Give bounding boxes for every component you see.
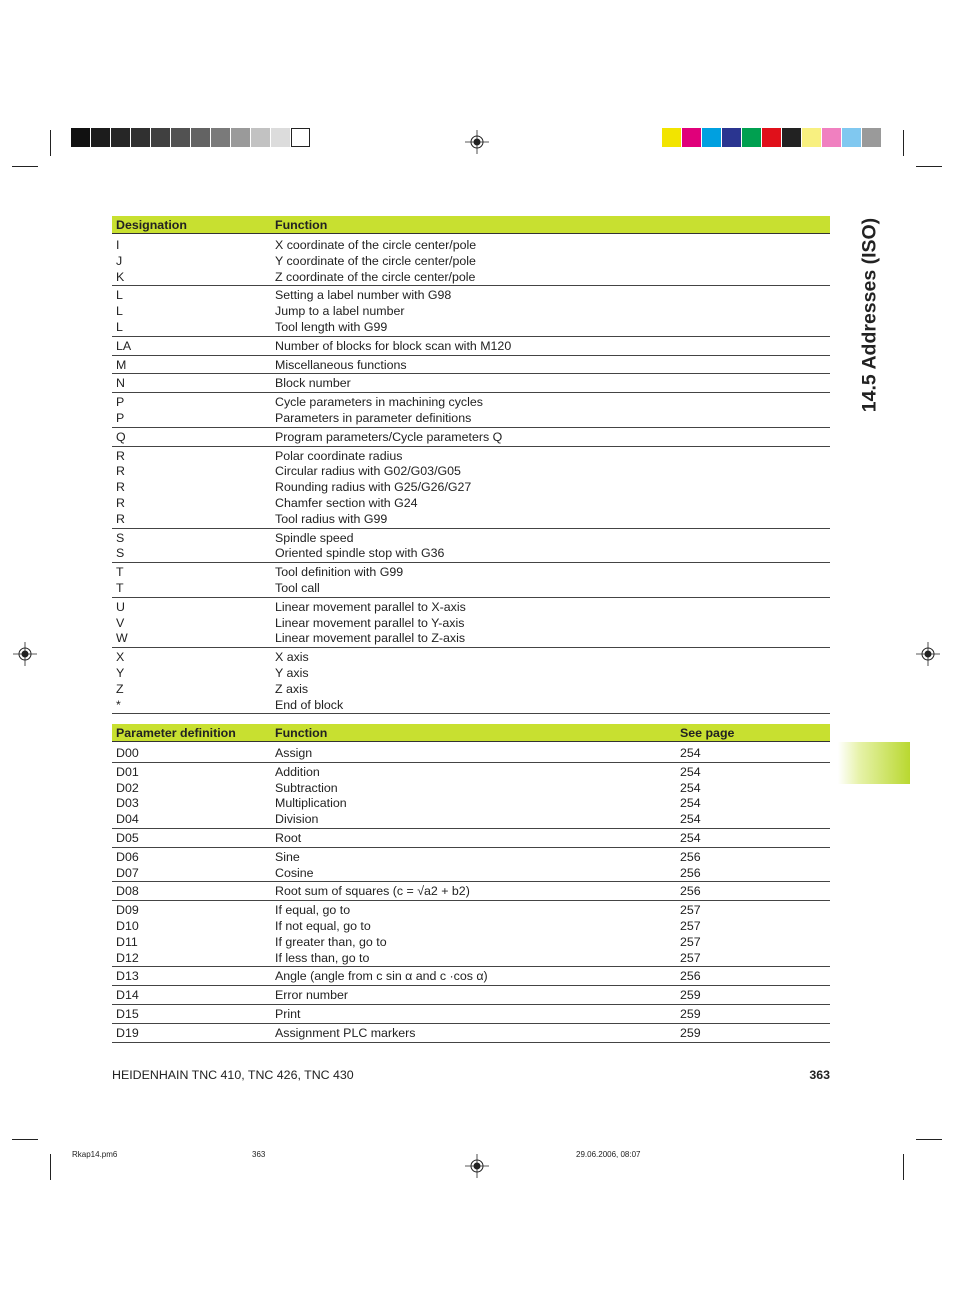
table-cell: L bbox=[116, 304, 123, 319]
slug-datetime: 29.06.2006, 08:07 bbox=[576, 1150, 641, 1159]
table-cell: Oriented spindle stop with G36 bbox=[271, 546, 830, 562]
color-swatch bbox=[782, 128, 801, 147]
table-row bbox=[112, 762, 830, 780]
table-cell: D07 bbox=[112, 866, 271, 882]
table-header-row bbox=[112, 216, 830, 234]
table-cell: Tool length with G99 bbox=[271, 320, 830, 336]
table-cell: L bbox=[112, 320, 271, 336]
color-swatch bbox=[291, 128, 310, 147]
page-number: 363 bbox=[809, 1068, 830, 1082]
table-row bbox=[112, 320, 830, 336]
table-cell: Y bbox=[116, 665, 125, 680]
table-row bbox=[112, 951, 830, 967]
crop-mark bbox=[12, 1139, 38, 1140]
table-row bbox=[112, 812, 830, 828]
table-row bbox=[112, 496, 830, 512]
crop-mark bbox=[916, 1139, 942, 1140]
crop-mark bbox=[903, 130, 904, 156]
table-cell: J bbox=[116, 253, 123, 268]
table-cell: D03 bbox=[116, 796, 139, 811]
table-row bbox=[112, 546, 830, 562]
table-cell: 254 bbox=[676, 812, 830, 828]
color-swatch bbox=[662, 128, 681, 147]
section-title bbox=[852, 210, 888, 420]
table-cell: D01 bbox=[116, 764, 139, 779]
table-row bbox=[112, 480, 830, 496]
table-row bbox=[112, 581, 830, 597]
table-cell: R bbox=[116, 480, 125, 495]
table-cell: D02 bbox=[116, 780, 139, 795]
table-cell: Root sum of squares (c = √a2 + b2) bbox=[271, 882, 676, 901]
table-cell: R bbox=[112, 512, 271, 528]
table-cell: Linear movement parallel to Y-axis bbox=[275, 615, 465, 630]
column-header-see-page: See page bbox=[676, 724, 830, 742]
table-cell: 257 bbox=[680, 934, 701, 949]
table-row bbox=[112, 935, 830, 951]
table-cell: If not equal, go to bbox=[275, 918, 371, 933]
table-cell: U bbox=[116, 599, 125, 614]
table-cell: D00 bbox=[112, 746, 271, 762]
table-cell: 254 bbox=[680, 764, 701, 779]
table-cell: Z bbox=[116, 681, 124, 696]
table-row bbox=[112, 796, 830, 812]
table-row bbox=[112, 781, 830, 797]
column-header-function: Function bbox=[271, 216, 830, 234]
table-row bbox=[112, 828, 830, 847]
table-cell: D09 bbox=[116, 903, 139, 918]
table-row bbox=[112, 336, 830, 355]
table-cell: 254 bbox=[680, 780, 701, 795]
table-cell: D08 bbox=[112, 882, 271, 901]
table-row bbox=[112, 698, 830, 714]
crop-mark bbox=[50, 1154, 51, 1180]
table-cell: End of block bbox=[271, 698, 830, 714]
table-header-row bbox=[112, 724, 830, 742]
table-cell: If less than, go to bbox=[271, 951, 676, 967]
registration-mark-icon bbox=[13, 642, 37, 666]
registration-mark-icon bbox=[465, 130, 489, 154]
table-cell: 259 bbox=[676, 1004, 830, 1023]
table-row bbox=[112, 254, 830, 270]
table-cell: Sine bbox=[275, 849, 300, 864]
color-swatch bbox=[722, 128, 741, 147]
table-row bbox=[112, 427, 830, 446]
color-swatch bbox=[191, 128, 210, 147]
table-cell: 257 bbox=[680, 903, 701, 918]
table-cell: Block number bbox=[271, 374, 830, 393]
table-cell: S bbox=[116, 530, 125, 545]
table-row bbox=[112, 238, 830, 254]
color-swatch bbox=[171, 128, 190, 147]
table-row bbox=[112, 631, 830, 647]
crop-mark bbox=[903, 1154, 904, 1180]
crop-mark bbox=[916, 166, 942, 167]
table-row bbox=[112, 986, 830, 1005]
table-cell: D10 bbox=[116, 918, 139, 933]
table-cell: Spindle speed bbox=[275, 530, 354, 545]
table-cell: Subtraction bbox=[275, 780, 338, 795]
table-cell: P bbox=[112, 411, 271, 427]
table-cell: If greater than, go to bbox=[275, 934, 387, 949]
table-cell: 256 bbox=[676, 967, 830, 986]
table-cell: 256 bbox=[676, 866, 830, 882]
table-cell: * bbox=[112, 698, 271, 714]
section-title-text: 14.5 Addresses (ISO) bbox=[858, 217, 881, 413]
table-cell: LA bbox=[112, 336, 271, 355]
table-cell: Number of blocks for block scan with M120 bbox=[271, 336, 830, 355]
table-cell: Q bbox=[112, 427, 271, 446]
table-cell: Addition bbox=[275, 764, 320, 779]
table-cell: Linear movement parallel to Z-axis bbox=[271, 631, 830, 647]
table-cell: Z coordinate of the circle center/pole bbox=[271, 270, 830, 286]
table-row bbox=[112, 528, 830, 546]
table-cell: M bbox=[112, 355, 271, 374]
column-header-function: Function bbox=[271, 724, 676, 742]
color-swatch bbox=[822, 128, 841, 147]
table-cell: D04 bbox=[112, 812, 271, 828]
parameter-definition-table bbox=[112, 724, 830, 1043]
slug-file: Rkap14.pm6 bbox=[72, 1150, 118, 1159]
table-cell: P bbox=[116, 395, 125, 410]
registration-mark-icon bbox=[916, 642, 940, 666]
table-row bbox=[112, 374, 830, 393]
footer-product: HEIDENHAIN TNC 410, TNC 426, TNC 430 bbox=[112, 1068, 354, 1082]
crop-mark bbox=[50, 130, 51, 156]
table-cell: 257 bbox=[676, 951, 830, 967]
column-header-designation: Designation bbox=[112, 216, 271, 234]
color-swatch bbox=[702, 128, 721, 147]
table-cell: 259 bbox=[676, 1023, 830, 1042]
table-cell: X bbox=[116, 650, 125, 665]
table-cell: Rounding radius with G25/G26/G27 bbox=[275, 480, 472, 495]
table-cell: D14 bbox=[112, 986, 271, 1005]
color-swatch bbox=[251, 128, 270, 147]
table-cell: I bbox=[116, 238, 120, 252]
table-cell: S bbox=[112, 546, 271, 562]
table-cell: Root bbox=[271, 828, 676, 847]
table-cell: Tool call bbox=[271, 581, 830, 597]
color-swatch bbox=[862, 128, 881, 147]
table-cell: X axis bbox=[275, 650, 309, 665]
table-cell: Multiplication bbox=[275, 796, 347, 811]
table-row bbox=[112, 512, 830, 528]
table-row bbox=[112, 446, 830, 464]
table-cell: Jump to a label number bbox=[275, 304, 405, 319]
table-row bbox=[112, 616, 830, 632]
table-cell: T bbox=[116, 565, 124, 580]
column-header-parameter-definition: Parameter definition bbox=[112, 724, 271, 742]
table-cell: Linear movement parallel to X-axis bbox=[275, 599, 466, 614]
table-cell: R bbox=[116, 495, 125, 510]
table-row bbox=[112, 355, 830, 374]
table-cell: Y coordinate of the circle center/pole bbox=[275, 253, 476, 268]
table-row bbox=[112, 847, 830, 865]
table-row bbox=[112, 901, 830, 919]
table-cell: V bbox=[116, 615, 125, 630]
table-cell: D15 bbox=[112, 1004, 271, 1023]
table-cell: Cycle parameters in machining cycles bbox=[275, 395, 483, 410]
table-cell: 256 bbox=[680, 849, 701, 864]
table-cell: D12 bbox=[112, 951, 271, 967]
registration-mark-icon bbox=[465, 1154, 489, 1178]
table-cell: 254 bbox=[676, 828, 830, 847]
table-row bbox=[112, 304, 830, 320]
table-cell: Tool definition with G99 bbox=[275, 565, 404, 580]
table-cell: Polar coordinate radius bbox=[275, 448, 403, 463]
table-row bbox=[112, 919, 830, 935]
table-row bbox=[112, 882, 830, 901]
table-cell: T bbox=[112, 581, 271, 597]
table-cell: Program parameters/Cycle parameters Q bbox=[271, 427, 830, 446]
table-cell: D06 bbox=[116, 849, 139, 864]
table-row bbox=[112, 1004, 830, 1023]
color-swatch bbox=[802, 128, 821, 147]
table-row bbox=[112, 597, 830, 615]
table-row bbox=[112, 682, 830, 698]
table-cell: Circular radius with G02/G03/G05 bbox=[275, 464, 461, 479]
table-cell: K bbox=[112, 270, 271, 286]
addresses-table bbox=[112, 216, 830, 714]
table-cell: Assignment PLC markers bbox=[271, 1023, 676, 1042]
table-cell: Division bbox=[271, 812, 676, 828]
table-cell: R bbox=[116, 464, 125, 479]
color-swatch bbox=[71, 128, 90, 147]
table-row bbox=[112, 746, 830, 762]
color-swatch bbox=[842, 128, 861, 147]
table-cell: Miscellaneous functions bbox=[271, 355, 830, 374]
color-swatch bbox=[742, 128, 761, 147]
table-row bbox=[112, 866, 830, 882]
color-swatch bbox=[271, 128, 290, 147]
table-row bbox=[112, 270, 830, 286]
table-cell: Y axis bbox=[275, 665, 309, 680]
table-cell: Error number bbox=[271, 986, 676, 1005]
table-cell: X coordinate of the circle center/pole bbox=[275, 238, 477, 252]
table-cell: W bbox=[112, 631, 271, 647]
crop-mark bbox=[12, 166, 38, 167]
table-cell: Assign bbox=[271, 746, 676, 762]
slug-page: 363 bbox=[252, 1150, 266, 1159]
table-cell: L bbox=[116, 288, 123, 303]
table-cell: 259 bbox=[676, 986, 830, 1005]
table-row bbox=[112, 464, 830, 480]
table-cell: Parameters in parameter definitions bbox=[271, 411, 830, 427]
color-swatch bbox=[151, 128, 170, 147]
table-row bbox=[112, 411, 830, 427]
color-swatch bbox=[231, 128, 250, 147]
table-cell: Chamfer section with G24 bbox=[275, 495, 418, 510]
color-swatch bbox=[211, 128, 230, 147]
color-swatch bbox=[682, 128, 701, 147]
table-cell: 257 bbox=[680, 918, 701, 933]
table-row bbox=[112, 666, 830, 682]
table-cell: R bbox=[116, 448, 125, 463]
table-cell: 254 bbox=[680, 796, 701, 811]
table-cell: 254 bbox=[676, 746, 830, 762]
table-row bbox=[112, 286, 830, 304]
chapter-tab bbox=[838, 742, 910, 784]
table-cell: D19 bbox=[112, 1023, 271, 1042]
table-cell: Cosine bbox=[271, 866, 676, 882]
table-row bbox=[112, 967, 830, 986]
table-cell: D05 bbox=[112, 828, 271, 847]
table-cell: N bbox=[112, 374, 271, 393]
table-row bbox=[112, 648, 830, 666]
table-cell: 256 bbox=[676, 882, 830, 901]
table-cell: Print bbox=[271, 1004, 676, 1023]
table-cell: D13 bbox=[112, 967, 271, 986]
table-cell: Z axis bbox=[275, 681, 309, 696]
table-cell: Angle (angle from c sin α and c ·cos α) bbox=[271, 967, 676, 986]
table-row bbox=[112, 1023, 830, 1042]
table-row bbox=[112, 563, 830, 581]
table-cell: D11 bbox=[116, 934, 138, 949]
table-row bbox=[112, 393, 830, 411]
color-swatch bbox=[762, 128, 781, 147]
color-swatch bbox=[91, 128, 110, 147]
table-cell: Setting a label number with G98 bbox=[275, 288, 452, 303]
table-cell: Tool radius with G99 bbox=[271, 512, 830, 528]
color-swatch bbox=[131, 128, 150, 147]
color-swatch bbox=[111, 128, 130, 147]
table-cell: If equal, go to bbox=[275, 903, 351, 918]
